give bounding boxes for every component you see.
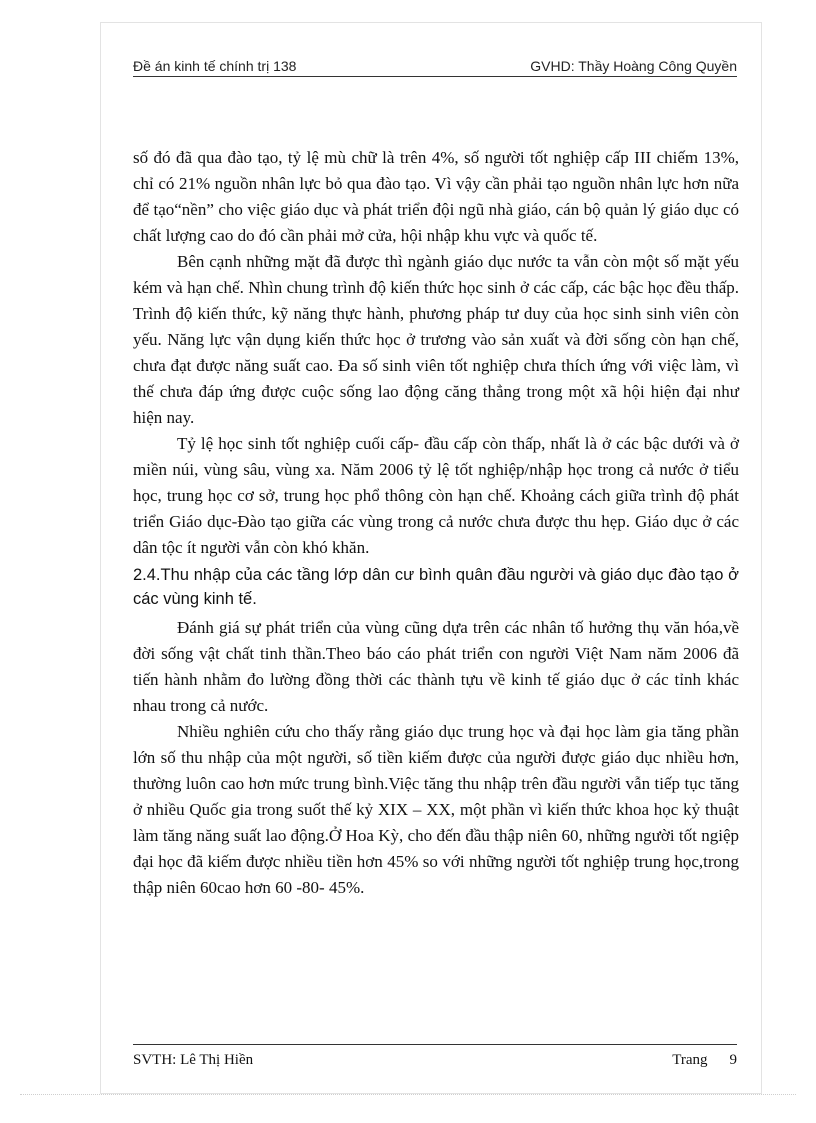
- page-number-block: [672, 1052, 737, 1069]
- page-break-line: [20, 1094, 796, 1095]
- footer-author: SVTH: Lê Thị Hiền: [133, 1052, 254, 1068]
- footer-rule: [133, 1044, 737, 1045]
- paragraph: Đánh giá sự phát triển của vùng cũng dựa trên các nhân tố hưởng thụ văn hóa,về đời sống vật chất tinh thần.Theo báo cáo phát triển con người Việt Nam năm 2006 đã tiến hành nhằm đo lường đồng thời các thành tựu về kinh tế giáo dục ở các tỉnh khác nhau trong cả nước.: [133, 618, 739, 715]
- paragraph: Tỷ lệ học sinh tốt nghiệp cuối cấp- đầu cấp còn thấp, nhất là ở các bậc dưới và ở miền núi, vùng sâu, vùng xa. Năm 2006 tỷ lệ tốt nghiệp/nhập học trong cả nước ở tiểu học, trung học cơ sở, trung học phổ thông còn hạn chế. Khoảng cách giữa trình độ phát triển Giáo dục-Đào tạo giữa các vùng trong cả nước chưa được thu hẹp. Giáo dục ở các dân tộc ít người vẫn còn khó khăn.: [133, 434, 739, 557]
- header-title: Đề án kinh tế chính trị 138: [133, 58, 297, 74]
- document-body: [133, 145, 739, 901]
- page-label: Trang: [672, 1052, 708, 1068]
- paragraph-continued: số đó đã qua đào tạo, tỷ lệ mù chữ là trên 4%, số người tốt nghiệp cấp III chiếm 13%, chỉ có 21% nguồn nhân lực bỏ qua đào tạo. Vì vậy cần phải tạo nguồn nhân lực hơn nữa để tạo“nền” cho việc giáo dục và phát triển đội ngũ nhà giáo, cán bộ quản lý giáo dục có chất lượng cao do đó cần phải mở cửa, hội nhập khu vực và quốc tế.: [133, 148, 739, 245]
- paragraph: Bên cạnh những mặt đã được thì ngành giáo dục nước ta vẫn còn một số mặt yếu kém và hạn chế. Nhìn chung trình độ kiến thức học sinh ở các cấp, các bậc học đều thấp. Trình độ kiến thức, kỹ năng thực hành, phương pháp tư duy của học sinh sinh viên còn yếu. Năng lực vận dụng kiến thức học ở trương vào sản xuất và đời sống còn hạn chế, chưa đạt được năng suất cao. Đa số sinh viên tốt nghiệp chưa thích ứng với việc làm, vì thế chưa đáp ứng được cuộc sống lao động căng thẳng trong một xã hội hiện đại như hiện nay.: [133, 252, 739, 427]
- paragraph: Nhiều nghiên cứu cho thấy rằng giáo dục trung học và đại học làm gia tăng phần lớn số thu nhập của một người, số tiền kiếm được của người được giáo dục nhiều hơn, thường luôn cao hơn mức trung bình.Việc tăng thu nhập trên đầu người vẫn tiếp tục tăng ở nhiều Quốc gia trong suốt thế kỷ XIX – XX, một phần vì kiến thức khoa học kỷ thuật làm tăng năng suất lao động.Ở Hoa Kỳ, cho đến đầu thập niên 60, những người tốt ngiệp đại học đã kiếm được nhiều tiền hơn 45% so với những người tốt nghiệp trung học,trong thập niên 60cao hơn 60 -80- 45%.: [133, 722, 739, 897]
- header-instructor: GVHD: Thầy Hoàng Công Quyền: [530, 58, 737, 74]
- header-rule: [133, 76, 737, 77]
- page-header: [133, 50, 737, 74]
- page-footer: [133, 1052, 737, 1069]
- page-number: 9: [729, 1052, 737, 1068]
- section-heading: 2.4.Thu nhập của các tầng lớp dân cư bình quân đầu người và giáo dục đào tạo ở các vùng kinh tế.: [133, 566, 739, 608]
